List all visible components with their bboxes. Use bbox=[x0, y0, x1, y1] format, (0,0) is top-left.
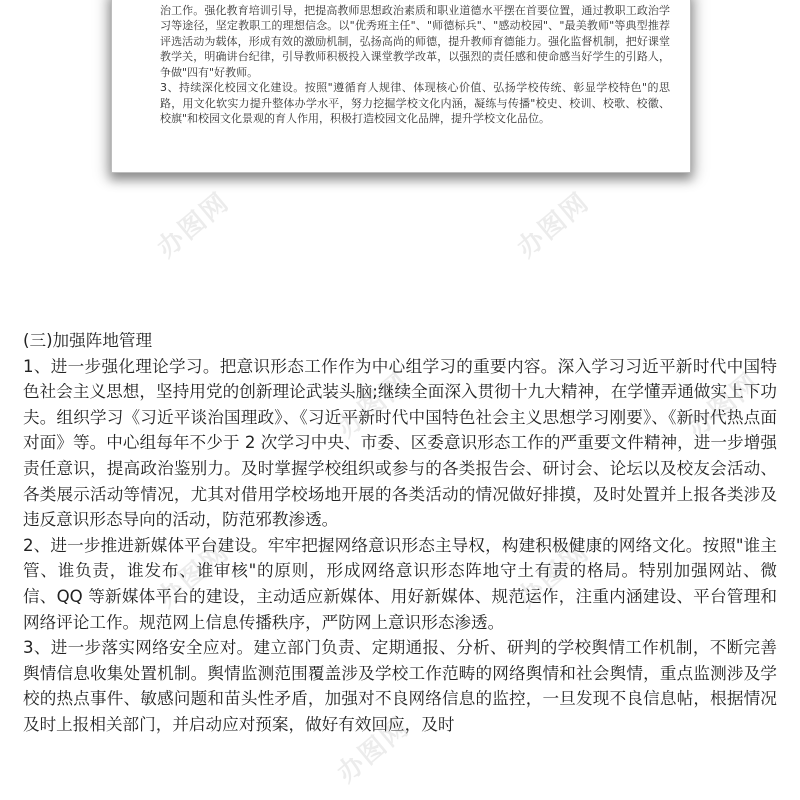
watermark: 办图网 bbox=[681, 366, 766, 444]
document-preview-card bbox=[112, 0, 690, 172]
watermark: 办图网 bbox=[151, 536, 236, 614]
preview-paragraph: 治工作。强化教育培训引导，把提高教师思想政治素质和职业道德水平摆在首要位置，通过教职工政治学习等途径，坚定教职工的理想信念。以"优秀班主任"、"师德标兵"、"感动校园"、"最美教师"等典型推荐评选活动为载体，形成有效的激励机制，弘扬高尚的师德，提升教师育德能力。强化监督机制，把好课堂教学关，明确讲台纪律，引导教师积极投入课堂教学改革，以强烈的责任感和使命感当好学生的引路人，争做"四有"好教师。 bbox=[160, 3, 670, 79]
preview-paragraph: 3、持续深化校园文化建设。按照"遵循育人规律、体现核心价值、弘扬学校传统、彰显学校特色"的思路，用文化软实力提升整体办学水平，努力挖掘学校文化内涵，凝练与传播"校史、校训、校歌、校徽、校旗"和校园文化景观的育人作用，积极打造校园文化品牌，提升学校文化品位。 bbox=[160, 81, 670, 125]
top-preview-area bbox=[0, 0, 800, 300]
preview-text bbox=[160, 0, 670, 127]
section-heading: (三)加强阵地管理 bbox=[23, 331, 153, 350]
body-paragraph: 3、进一步落实网络安全应对。建立部门负责、定期通报、分析、研判的学校舆情工作机制，不断完善舆情信息收集处置机制。舆情监测范围覆盖涉及学校工作范畴的网络舆情和社会舆情，重点监测涉及学校的热点事件、敏感问题和苗头性矛盾，加强对不良网络信息的监控，一旦发现不良信息帖，根据情况及时上报相关部门，并启动应对预案，做好有效回应，及时 bbox=[23, 638, 777, 734]
watermark: 办图网 bbox=[511, 536, 596, 614]
watermark: 办图网 bbox=[511, 186, 596, 264]
body-paragraph: 2、进一步推进新媒体平台建设。牢牢把握网络意识形态主导权，构建积极健康的网络文化。按照"谁主管、谁负责，谁发布、谁审核"的原则，形成网络意识形态阵地守土有责的格局。特别加强网站、微信、QQ 等新媒体平台的建设，主动适应新媒体、用好新媒体、规范运作，注重内涵建设、平台管理和网络评论工作。规范网上信息传播秩序，严防网上意识形态渗透。 bbox=[23, 535, 777, 632]
watermark: 办图网 bbox=[331, 711, 416, 789]
watermark: 办图网 bbox=[331, 366, 416, 444]
watermark: 办图网 bbox=[151, 186, 236, 264]
document-body bbox=[23, 328, 777, 738]
body-paragraph: 1、进一步强化理论学习。把意识形态工作作为中心组学习的重要内容。深入学习习近平新时代中国特色社会主义思想，坚持用党的创新理论武装头脑;继续全面深入贯彻十九大精神，在学懂弄通做实上下功夫。组织学习《习近平谈治国理政》、《习近平新时代中国特色社会主义思想学习刚要》、《新时代热点面对面》等。中心组每年不少于 2 次学习中央、市委、区委意识形态工作的严重要文件精神，进一步增强责任意识，提高政治鉴别力。及时掌握学校组织或参与的各类报告会、研讨会、论坛以及校友会活动、各类展示活动等情况，尤其对借用学校场地开展的各类活动的情况做好排摸，及时处置并上报各类涉及违反意识形态导向的活动，防范邪教渗透。 bbox=[23, 356, 777, 530]
